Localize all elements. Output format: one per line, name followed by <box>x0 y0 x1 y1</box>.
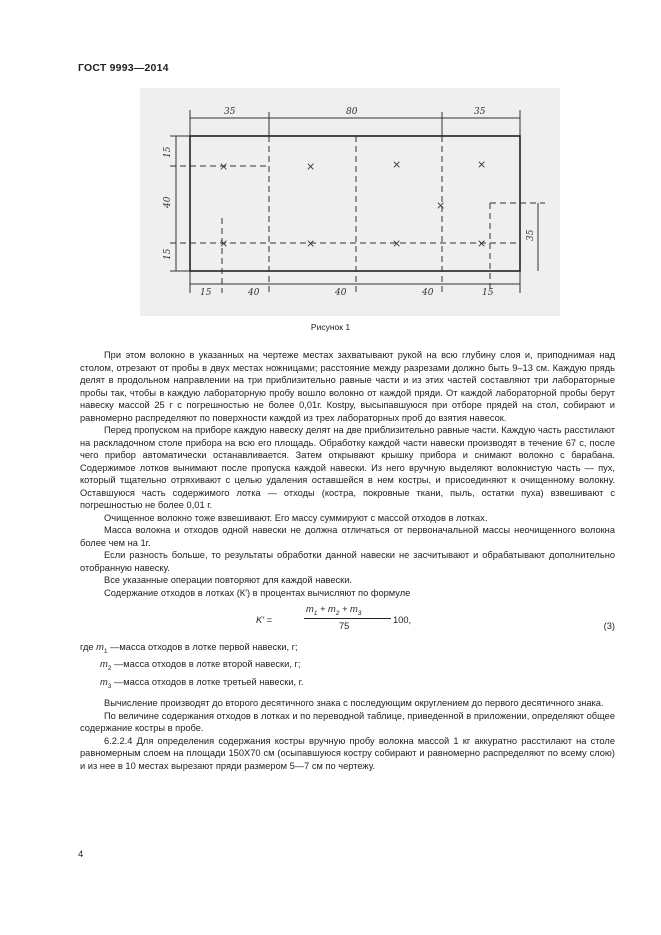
sample-mark: × <box>219 237 229 250</box>
sample-mark: × <box>477 158 487 171</box>
paragraph: Перед пропуском на приборе каждую навеску делят на две приблизительно равные части. Каждую часть расстилают на раскладочном столе прибора на всю его площадь. Обработку каждой части навески производят в течение 67 с, после чего прибор автоматически останавливается. Затем открывают крышку прибора и снимают волокно с барабана. Содержимое лотков вынимают после пропуска каждой навески. Из него вручную выделяют волокнистую часть — пух, который тщательно отряхивают с целью удаления оставшейся в нем костры, и присоединяют к очищенному волокну. Оставшуюся часть содержимого лотка — отходы (костра, покровные ткани, пыль, остатки пуха) взвешивают с погрешностью не более 0,01 г. <box>80 425 615 510</box>
paragraph: Содержание отходов в лотках (К') в процентах вычисляют по формуле <box>104 587 411 598</box>
paragraph: Масса волокна и отходов одной навески не должна отличаться от первоначальной массы неочищенного волокна более чем на 1г. <box>80 525 615 548</box>
formula <box>80 603 615 637</box>
paragraph: При этом волокно в указанных на чертеже местах захватывают рукой на всю глубину слоя и, приподнимая над столом, отрезают от пробы в двух местах ножницами; расстояние между разрезами должно быть 9–13 см. Каждую прядь делят в продольном направлении на три приблизительно равные части и из этих частей составляют три лабораторные пробы так, чтобы в каждую лабораторную пробу вошло волокно от каждой пряди. От каждой лабораторной пробы берут навеску массой 25 г с погрешностью не более 0,01г. Кostру, высыпавшуюся при отборе прядей на стол, собирают и равномерно распределяют по поверхности каждой из трех лабораторных проб до взятия навесок. <box>80 350 615 423</box>
paragraph: 6.2.2.4 Для определения содержания костры вручную пробу волокна массой 1 кг аккуратно расстилают на столе равномерным слоем на площади 150X70 см (осыпавшуюся костру собирают и равномерно распределяют по всему слою) и из нее в 10 местах вырезают пряди размером 5—7 см по чертежу. <box>80 735 615 771</box>
top-dim-2: 80 <box>346 107 358 117</box>
sample-mark: × <box>219 160 229 173</box>
paragraph: Все указанные операции повторяют для каждой навески. <box>104 575 353 585</box>
definition-item: где $m_1$ —масса отходов в лотке первой навески, г; <box>80 642 298 655</box>
bottom-dim-2: 40 <box>248 288 260 298</box>
paragraph: По величине содержания отходов в лотках и по переводной таблице, приведенной в приложении, определяют общее содержание костры в пробе. <box>80 710 615 734</box>
fraction-bar <box>304 618 391 619</box>
left-dim-1: 15 <box>163 146 173 158</box>
top-dim-1: 35 <box>224 107 236 117</box>
sample-mark: × <box>436 199 446 212</box>
right-dim: 35 <box>526 229 536 241</box>
document-header: ГОСТ 9993—2014 <box>78 62 169 74</box>
paragraph: Вычисление производят до второго десятичного знака с последующим округлением до первого десятичного знака. <box>104 698 604 709</box>
paragraph: Если разность больше, то результаты обработки данной навески не засчитывают и обрабатывают дополнительно отобранную навеску. <box>80 550 615 573</box>
formula-numerator: $m_1 + m_2 + m_3$ <box>306 604 362 617</box>
page-number: 4 <box>78 849 84 860</box>
sample-mark: × <box>392 237 402 250</box>
bottom-dim-5: 15 <box>482 288 494 298</box>
figure-caption: Рисунок 1 <box>310 322 351 332</box>
left-dim-3: 15 <box>163 248 173 260</box>
document-body <box>80 349 615 772</box>
bottom-dim-1: 15 <box>200 288 212 298</box>
paragraph: Очищенное волокно тоже взвешивают. Его массу суммируют с массой отходов в лотках. <box>104 512 488 523</box>
sample-mark: × <box>306 160 316 173</box>
formula-number: (3) <box>603 621 615 631</box>
formula-multiplier: 100, <box>393 615 412 625</box>
definition-item: $m_3$ —масса отходов в лотке третьей навески, г. <box>100 676 304 690</box>
figure-drawing <box>140 88 560 316</box>
sample-mark: × <box>477 237 487 250</box>
definitions <box>80 641 615 693</box>
left-dim-2: 40 <box>163 196 173 208</box>
definition-item: $m_2$ —масса отходов в лотке второй навески, г; <box>100 659 301 673</box>
formula-denominator: 75 <box>339 621 350 631</box>
bottom-dim-3: 40 <box>335 288 347 298</box>
bottom-dim-4: 40 <box>422 288 434 298</box>
sample-mark: × <box>306 237 316 250</box>
formula-lhs: K' = <box>256 615 272 625</box>
top-dim-3: 35 <box>474 107 486 117</box>
sample-mark: × <box>392 158 402 171</box>
